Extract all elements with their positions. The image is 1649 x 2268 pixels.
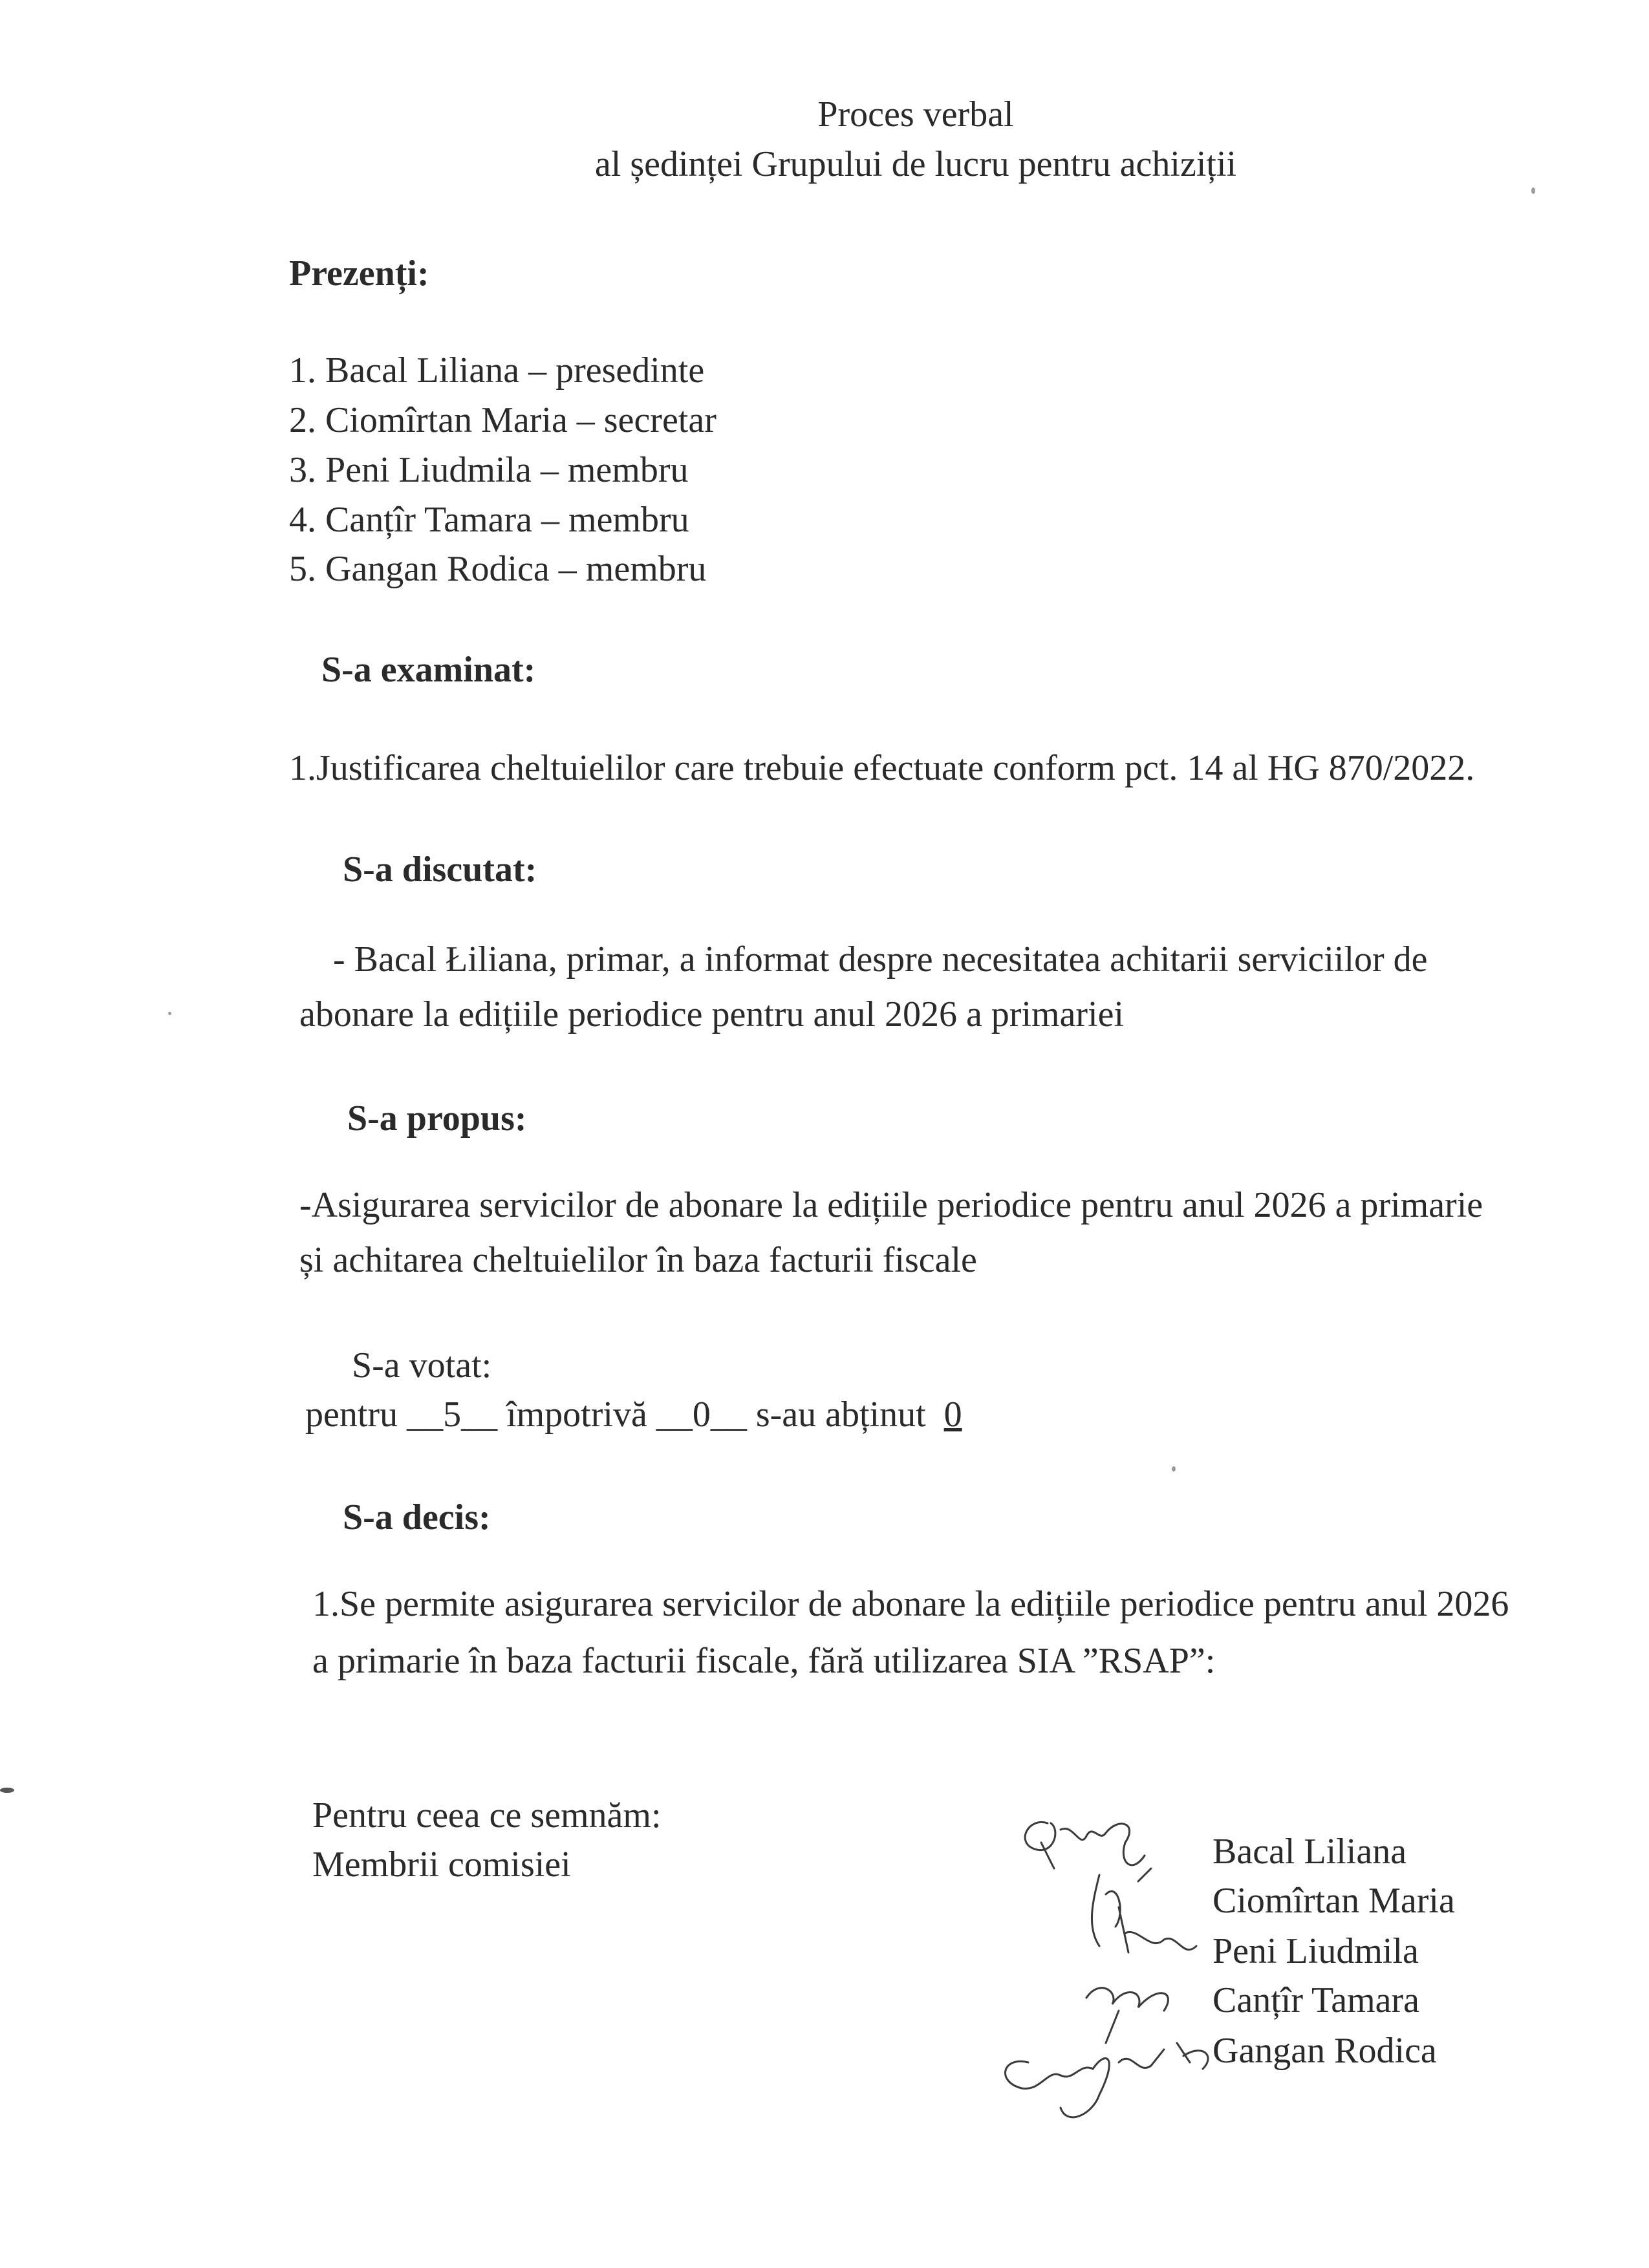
- vote-against-value: __0__: [656, 1395, 747, 1435]
- document-subtitle: al ședinței Grupului de lucru pentru achiziții: [594, 144, 1237, 184]
- present-heading: Prezenți:: [289, 253, 429, 294]
- proposed-line: -Asigurarea servicilor de abonare la edițiile periodice pentru anul 2026 a primarie: [299, 1185, 1483, 1225]
- scan-speck: [1172, 1466, 1176, 1471]
- discussed-line: - Bacal Łiliana, primar, a informat despre necesitatea achitarii serviciilor de: [333, 939, 1428, 979]
- decided-line: 1.Se permite asigurarea servicilor de abonare la edițiile periodice pentru anul 2026: [312, 1584, 1509, 1624]
- signature-intro: Pentru ceea ce semnăm:: [312, 1795, 662, 1835]
- vote-for-label: pentru: [305, 1395, 398, 1435]
- vote-abstain-value: 0: [943, 1395, 962, 1435]
- vote-abstain-label: s-au abținut: [755, 1395, 926, 1435]
- proposed-line: și achitarea cheltuielilor în baza facturii fiscale: [299, 1240, 977, 1280]
- signatory-name: Bacal Liliana: [1212, 1832, 1407, 1872]
- signature-cantir: [1086, 1988, 1168, 2043]
- signatory-name: Gangan Rodica: [1212, 2031, 1437, 2071]
- handwritten-signatures: [989, 1804, 1222, 2140]
- decided-heading: S-a decis:: [343, 1497, 491, 1537]
- signatory-name: Peni Liudmila: [1212, 1931, 1419, 1971]
- vote-line: [305, 1394, 962, 1435]
- examined-heading: S-a examinat:: [321, 650, 536, 690]
- decided-line: a primarie în baza facturii fiscale, fără utilizarea SIA ”RSAP”:: [312, 1641, 1216, 1681]
- member-item: 1. Bacal Liliana – presedinte: [289, 350, 705, 390]
- signatory-name: Ciomîrtan Maria: [1212, 1881, 1455, 1921]
- member-item: 4. Canțîr Tamara – membru: [289, 500, 689, 540]
- vote-against-label: împotrivă: [506, 1395, 647, 1435]
- discussed-heading: S-a discutat:: [343, 850, 537, 890]
- vote-heading: S-a votat:: [352, 1345, 492, 1385]
- member-item: 2. Ciomîrtan Maria – secretar: [289, 400, 717, 440]
- examined-text: 1.Justificarea cheltuielilor care trebuie efectuate conform pct. 14 al HG 870/2022.: [289, 748, 1475, 788]
- scan-speck: [0, 1788, 14, 1793]
- signature-ciomirtan: [1092, 1868, 1151, 1952]
- signatory-name: Canțîr Tamara: [1212, 1980, 1420, 2020]
- member-item: 5. Gangan Rodica – membru: [289, 549, 707, 589]
- document-title: Proces verbal: [817, 94, 1014, 134]
- scan-speck: [1531, 187, 1535, 194]
- discussed-line: abonare la edițiile periodice pentru anul 2026 a primariei: [299, 994, 1125, 1034]
- signature-bacal: [1025, 1822, 1145, 1868]
- signature-gangan: [1006, 2043, 1209, 2117]
- signature-label: Membrii comisiei: [312, 1845, 571, 1885]
- proposed-heading: S-a propus:: [347, 1098, 527, 1139]
- member-item: 3. Peni Liudmila – membru: [289, 450, 689, 490]
- vote-for-value: __5__: [407, 1395, 498, 1435]
- signature-peni: [1125, 1932, 1196, 1949]
- scan-speck: [168, 1012, 171, 1015]
